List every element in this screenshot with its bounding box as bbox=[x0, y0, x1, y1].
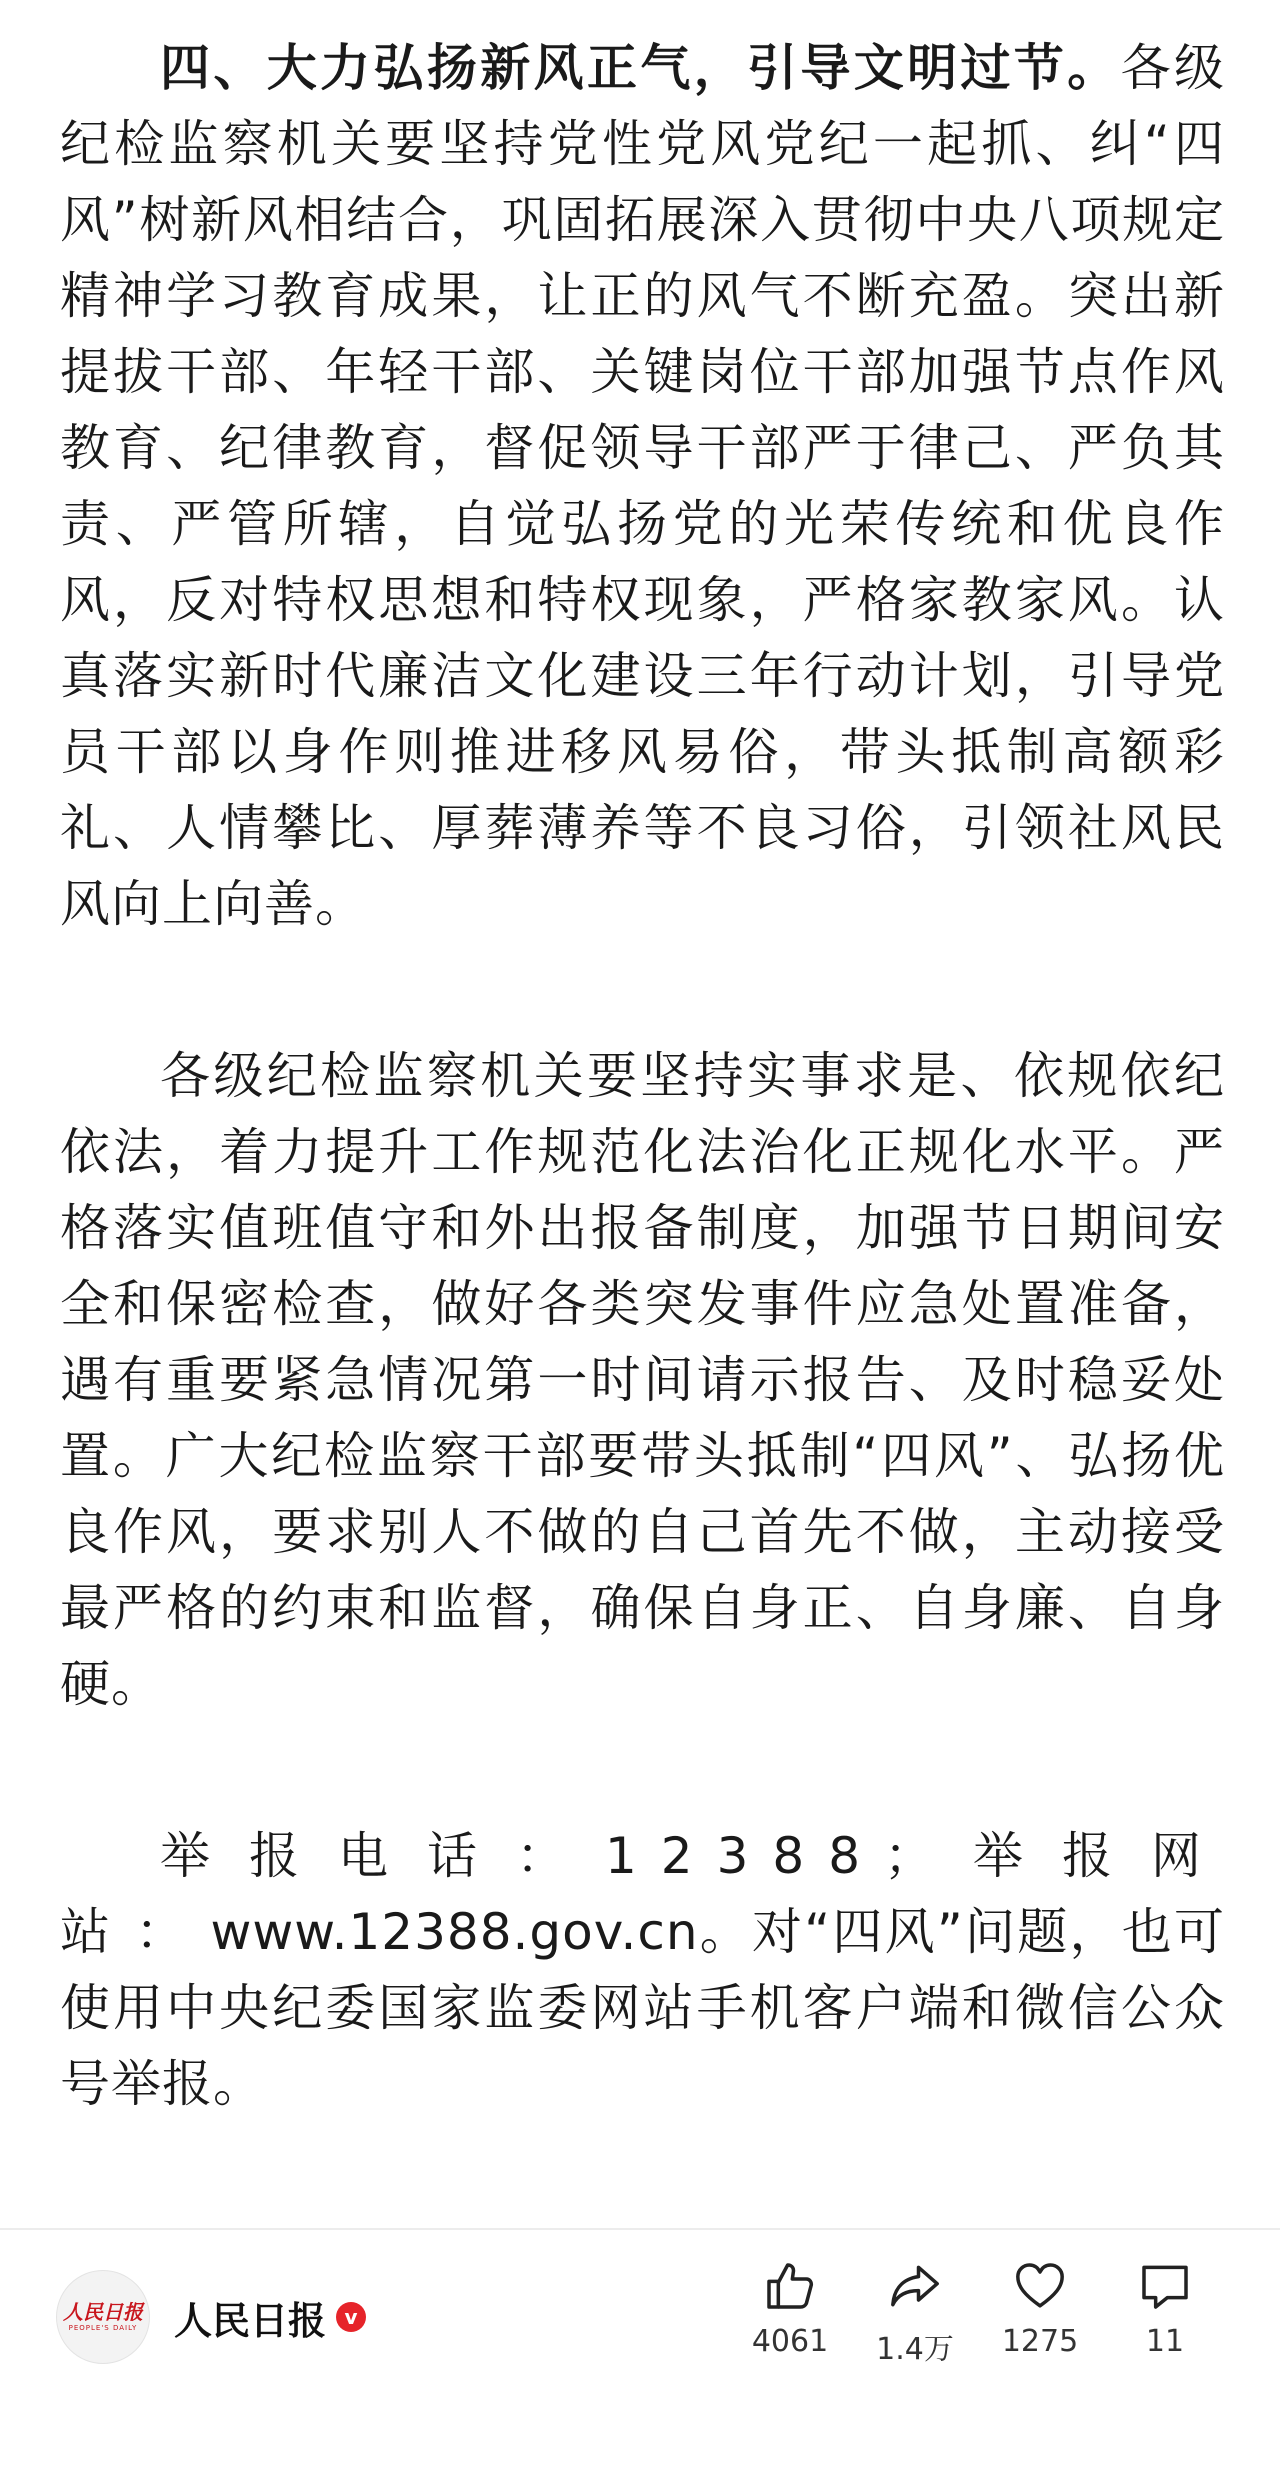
comment-button[interactable] bbox=[1115, 2258, 1215, 2359]
comment-icon bbox=[1137, 2258, 1193, 2314]
logo-text: 人民日报 bbox=[63, 2300, 143, 2324]
report-hotline-text: 举报电话：12388；举报网站： bbox=[60, 1827, 1225, 1961]
favorite-button[interactable] bbox=[990, 2258, 1090, 2359]
section-heading: 四、大力弘扬新风正气，引导文明过节。 bbox=[160, 39, 1121, 97]
heart-icon bbox=[1012, 2258, 1068, 2314]
bottom-action-bar bbox=[0, 2230, 1280, 2490]
account-name[interactable]: 人民日报 bbox=[174, 2298, 327, 2343]
favorite-count: 1275 bbox=[1001, 2324, 1079, 2359]
article-paragraph-3 bbox=[60, 1818, 1225, 2122]
report-website-text: www.12388.gov.cn。对“四风”问题，也可使用中央纪委国家监委网站手机客户端和微信公众号举报。 bbox=[60, 1903, 1225, 2113]
thumbs-up-icon bbox=[762, 2258, 818, 2314]
action-group bbox=[740, 2258, 1220, 2378]
article-paragraph-1 bbox=[60, 30, 1225, 942]
article-paragraph-2: 各级纪检监察机关要坚持实事求是、依规依纪依法，着力提升工作规范化法治化正规化水平。严格落实值班值守和外出报备制度，加强节日期间安全和保密检查，做好各类突发事件应急处置准备，遇有重要紧急情况第一时间请示报告、及时稳妥处置。广大纪检监察干部要带头抵制“四风”、弘扬优良作风，要求别人不做的自己首先不做，主动接受最严格的约束和监督，确保自身正、自身廉、自身硬。 bbox=[60, 1047, 1225, 1713]
share-button[interactable] bbox=[865, 2258, 965, 2368]
share-icon bbox=[887, 2258, 943, 2314]
account-info[interactable] bbox=[56, 2270, 366, 2364]
like-count: 4061 bbox=[751, 2324, 829, 2359]
verified-icon: v bbox=[336, 2302, 366, 2332]
logo-subtext: PEOPLE'S DAILY bbox=[68, 2324, 138, 2332]
paragraph-1-text: 各级纪检监察机关要坚持党性党风党纪一起抓、纠“四风”树新风相结合，巩固拓展深入贯彻中央八项规定精神学习教育成果，让正的风气不断充盈。突出新提拔干部、年轻干部、关键岗位干部加强节点作风教育、纪律教育，督促领导干部严于律己、严负其责、严管所辖，自觉弘扬党的光荣传统和优良作风，反对特权思想和特权现象，严格家教家风。认真落实新时代廉洁文化建设三年行动计划，引导党员干部以身作则推进移风易俗，带头抵制高额彩礼、人情攀比、厚葬薄养等不良习俗，引领社风民风向上向善。 bbox=[60, 39, 1226, 933]
article-body bbox=[60, 30, 1225, 2122]
like-button[interactable] bbox=[740, 2258, 840, 2359]
comment-count: 11 bbox=[1145, 2324, 1185, 2359]
share-count: 1.4万 bbox=[876, 2332, 954, 2367]
avatar[interactable] bbox=[56, 2270, 150, 2364]
